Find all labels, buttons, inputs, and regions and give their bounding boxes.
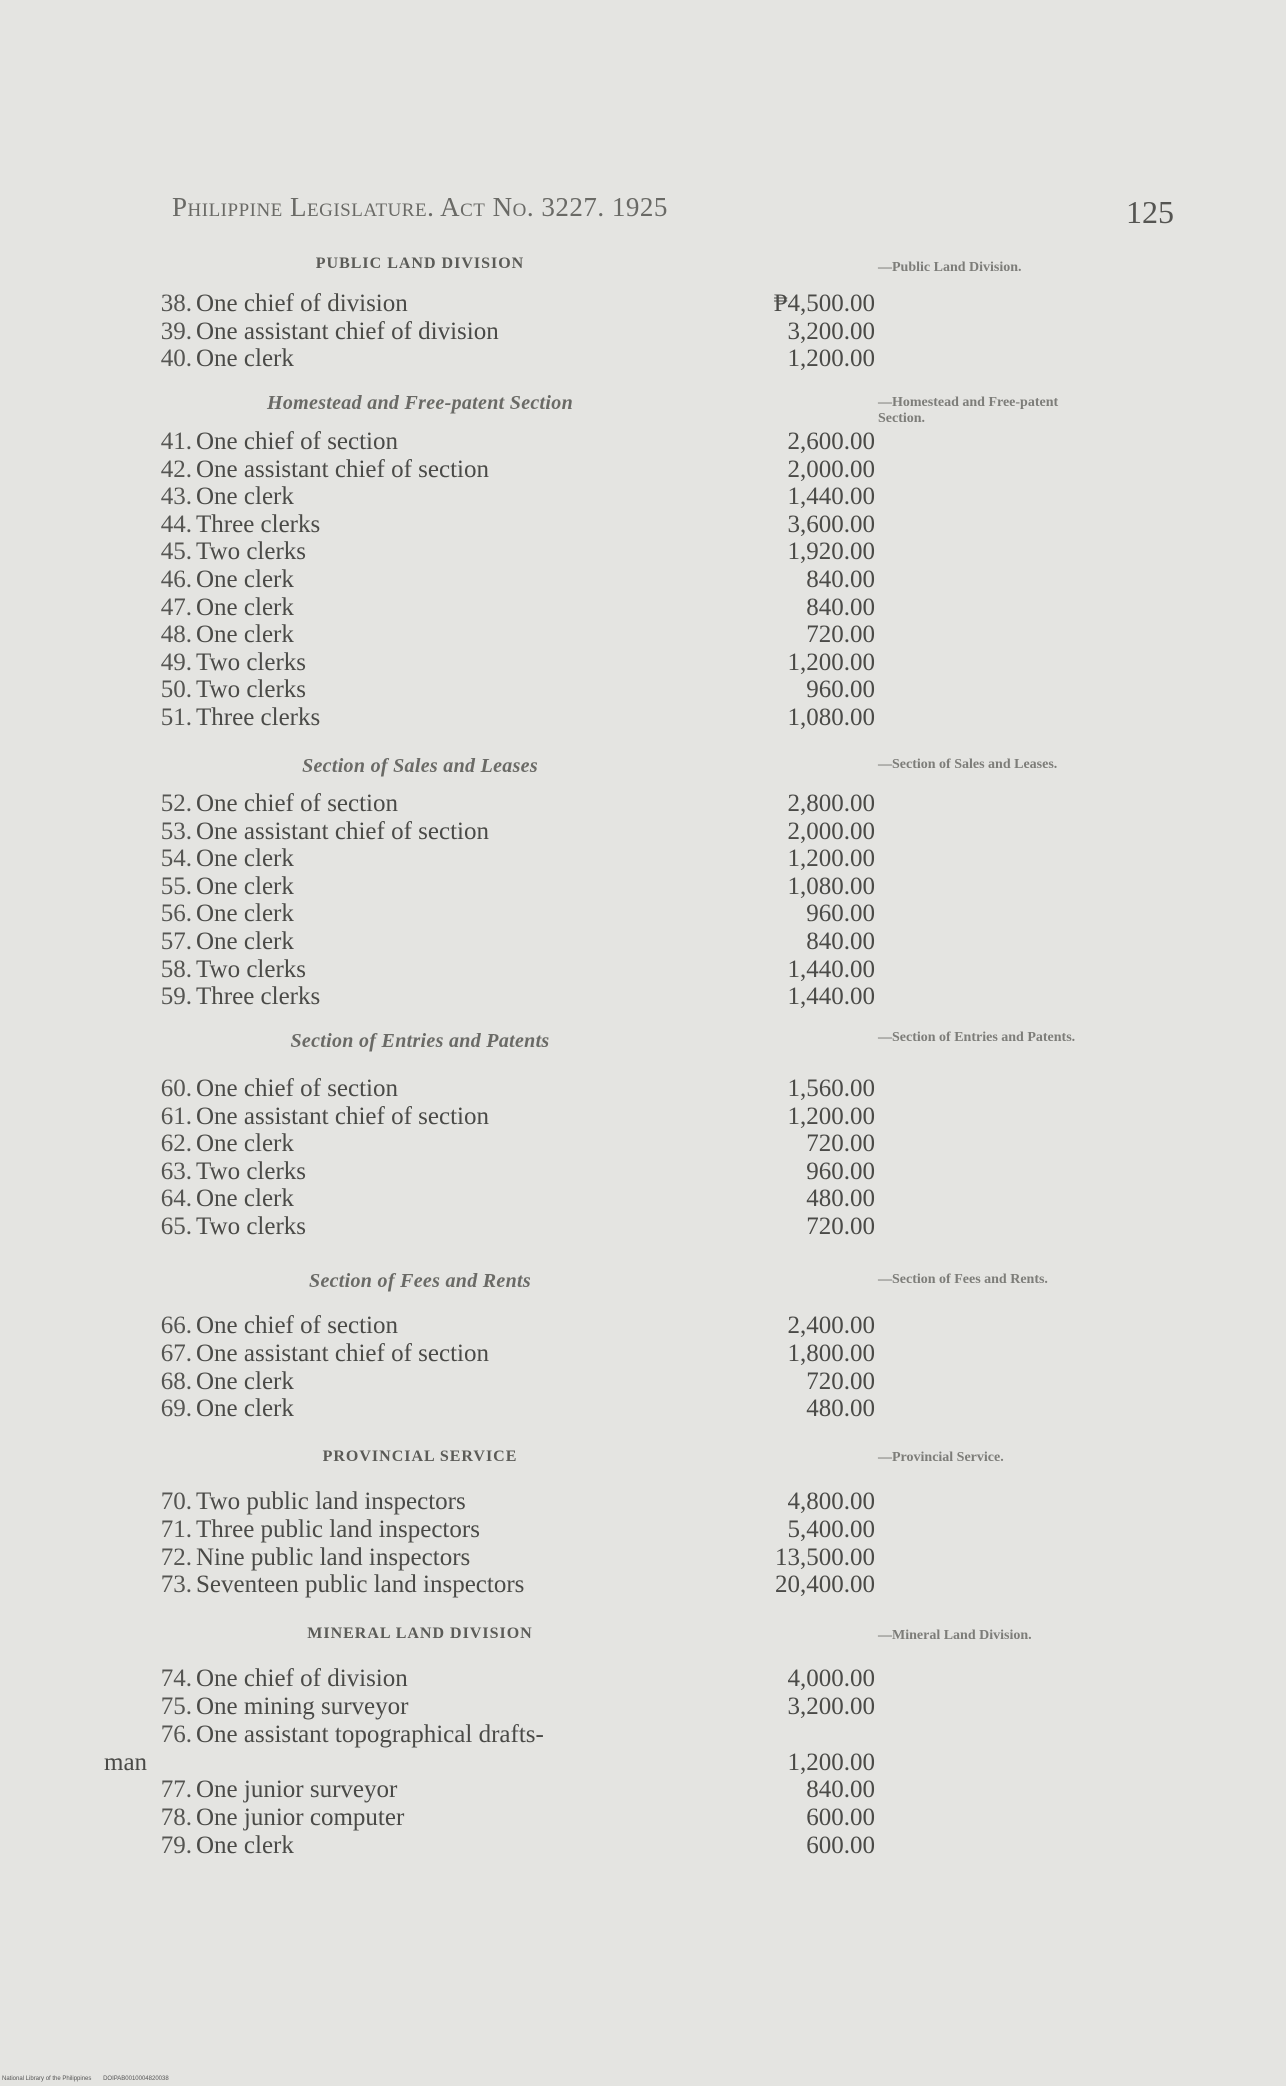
item-amount: 1,200.00 (787, 345, 875, 372)
item-description: Seventeen public land inspectors (196, 1571, 525, 1599)
item-amount: 3,200.00 (787, 317, 875, 345)
item-number: 73. (160, 1571, 192, 1599)
appropriation-row (140, 1832, 875, 1860)
item-number: 44. (160, 510, 192, 538)
side-note: —Section of Fees and Rents. (878, 1272, 1048, 1287)
item-description: Three clerks (196, 983, 321, 1011)
appropriation-row (140, 511, 875, 539)
item-number: 62. (160, 1130, 192, 1158)
side-note: —Section of Sales and Leases. (878, 757, 1058, 772)
appropriation-row (140, 1103, 875, 1131)
item-amount: 1,440.00 (787, 983, 875, 1011)
item-number: 66. (160, 1312, 192, 1339)
appropriation-row (140, 818, 875, 846)
item-description: One clerk (196, 872, 294, 900)
item-description: One assistant topographical drafts- (196, 1720, 544, 1748)
item-number: 45. (160, 538, 192, 566)
item-description: One clerk (196, 1185, 294, 1213)
item-amount: 960.00 (806, 900, 875, 928)
item-description: Two public land inspectors (196, 1488, 466, 1515)
item-amount: 1,200.00 (787, 1748, 875, 1776)
item-number: 39. (160, 317, 192, 345)
item-number: 77. (160, 1776, 192, 1804)
item-description: Two clerks (196, 538, 307, 566)
appropriation-row (140, 704, 875, 732)
appropriation-row (140, 1395, 875, 1423)
appropriation-row (140, 345, 875, 373)
appropriation-row (140, 1693, 875, 1721)
item-description: One assistant chief of section (196, 1102, 489, 1130)
item-amount: ₱4,500.00 (773, 290, 875, 317)
item-description: One chief of section (196, 1312, 399, 1339)
side-note: —Provincial Service. (878, 1450, 1004, 1465)
item-description: One junior computer (196, 1804, 405, 1831)
appropriation-row (140, 1312, 875, 1340)
appropriation-row (140, 1571, 875, 1599)
scan-footer (2, 2076, 179, 2082)
item-number: 65. (160, 1213, 192, 1240)
item-amount: 1,080.00 (787, 704, 875, 731)
section-heading: Section of Fees and Rents (309, 1270, 531, 1292)
item-number: 63. (160, 1157, 192, 1185)
appropriation-row (140, 621, 875, 649)
item-number: 75. (160, 1692, 192, 1720)
item-description: One clerk (196, 621, 294, 649)
appropriation-row (140, 1185, 875, 1213)
item-amount: 840.00 (806, 928, 875, 955)
appropriation-row (140, 1804, 875, 1832)
item-description-continued: man (104, 1748, 148, 1776)
item-description: Two clerks (196, 1157, 307, 1185)
appropriation-row (140, 1488, 875, 1516)
section-heading: MINERAL LAND DIVISION (307, 1625, 533, 1642)
item-description: One assistant chief of section (196, 1339, 489, 1367)
item-amount: 2,800.00 (787, 790, 875, 817)
side-note: —Homestead and Free-patent Section. (878, 395, 1059, 426)
appropriation-row (140, 1340, 875, 1368)
item-description: One clerk (196, 1395, 294, 1423)
item-description: One clerk (196, 483, 294, 511)
item-number: 70. (160, 1488, 192, 1515)
item-amount: 960.00 (806, 676, 875, 704)
appropriation-row (140, 1516, 875, 1544)
section-heading: Section of Entries and Patents (290, 1030, 550, 1052)
side-note: —Section of Entries and Patents. (878, 1030, 1076, 1045)
item-amount: 1,920.00 (787, 538, 875, 566)
item-description: One mining surveyor (196, 1692, 409, 1720)
item-number: 51. (160, 704, 192, 731)
appropriation-row (140, 1776, 875, 1804)
item-description: One assistant chief of section (196, 817, 489, 845)
item-description: One chief of section (196, 1075, 399, 1102)
item-number: 43. (160, 483, 192, 511)
item-amount: 1,800.00 (787, 1339, 875, 1367)
item-amount: 600.00 (806, 1804, 875, 1831)
item-description: One chief of division (196, 290, 408, 317)
footer-code: DOIPAB0010004820038 (103, 2076, 169, 2082)
appropriation-row (140, 928, 875, 956)
item-description: Nine public land inspectors (196, 1543, 471, 1571)
appropriation-row (140, 1368, 875, 1396)
item-description: Two clerks (196, 1213, 307, 1240)
item-amount: 480.00 (806, 1185, 875, 1213)
running-head: Philippine Legislature. Act No. 3227. 1925 (172, 192, 668, 222)
item-amount: 5,400.00 (787, 1515, 875, 1543)
item-amount: 1,200.00 (787, 1102, 875, 1130)
appropriation-row (140, 1130, 875, 1158)
item-number: 38. (160, 290, 192, 317)
appropriation-row (140, 790, 875, 818)
item-description: Three clerks (196, 510, 321, 538)
item-description: Two clerks (196, 676, 307, 704)
item-amount: 720.00 (806, 1367, 875, 1395)
item-amount: 840.00 (806, 1776, 875, 1804)
item-amount: 3,600.00 (787, 510, 875, 538)
item-description: One clerk (196, 1130, 294, 1158)
item-description: One chief of section (196, 790, 399, 817)
item-amount: 3,200.00 (787, 1692, 875, 1720)
item-description: Three clerks (196, 704, 321, 731)
item-description: One clerk (196, 845, 294, 873)
appropriation-row (140, 594, 875, 622)
item-number: 59. (160, 983, 192, 1011)
appropriation-row (104, 1720, 875, 1777)
item-amount: 600.00 (806, 1831, 875, 1859)
item-number: 50. (160, 676, 192, 704)
item-number: 72. (160, 1543, 192, 1571)
item-description: One assistant chief of division (196, 317, 499, 345)
appropriation-row (140, 1665, 875, 1693)
item-description: Two clerks (196, 648, 307, 676)
item-amount: 960.00 (806, 1157, 875, 1185)
item-amount: 840.00 (806, 593, 875, 621)
item-description: One clerk (196, 1367, 294, 1395)
item-number: 40. (160, 345, 192, 372)
item-amount: 1,440.00 (787, 955, 875, 983)
footer-library: National Library of the Philippines (2, 2076, 92, 2082)
appropriation-row (140, 538, 875, 566)
item-amount: 720.00 (806, 621, 875, 649)
item-number: 69. (160, 1395, 192, 1423)
appropriation-row (140, 845, 875, 873)
item-amount: 2,400.00 (787, 1312, 875, 1339)
appropriation-row (140, 1544, 875, 1572)
item-description: Two clerks (196, 955, 307, 983)
item-number: 56. (160, 900, 192, 928)
item-number: 55. (160, 872, 192, 900)
side-note: —Mineral Land Division. (878, 1628, 1032, 1643)
item-amount: 4,800.00 (787, 1488, 875, 1515)
item-number: 58. (160, 955, 192, 983)
side-note: —Public Land Division. (878, 260, 1022, 275)
item-description: Three public land inspectors (196, 1515, 480, 1543)
item-amount: 1,560.00 (787, 1075, 875, 1102)
item-number: 64. (160, 1185, 192, 1213)
item-number: 46. (160, 566, 192, 593)
item-number: 76. (160, 1720, 192, 1748)
item-number: 60. (160, 1075, 192, 1102)
item-number: 48. (160, 621, 192, 649)
appropriation-row (140, 428, 875, 456)
item-amount: 2,000.00 (787, 817, 875, 845)
item-number: 52. (160, 790, 192, 817)
item-description: One clerk (196, 900, 294, 928)
appropriation-row (140, 1075, 875, 1103)
appropriation-row (140, 456, 875, 484)
appropriation-row (140, 676, 875, 704)
item-description: One assistant chief of section (196, 455, 489, 483)
item-number: 42. (160, 455, 192, 483)
item-number: 54. (160, 845, 192, 873)
item-number: 78. (160, 1804, 192, 1831)
item-amount: 1,200.00 (787, 648, 875, 676)
appropriation-row (140, 983, 875, 1011)
item-amount: 1,200.00 (787, 845, 875, 873)
item-number: 41. (160, 428, 192, 455)
appropriation-row (140, 566, 875, 594)
section-heading: Section of Sales and Leases (302, 755, 538, 777)
item-amount: 2,600.00 (787, 428, 875, 455)
item-number: 79. (160, 1831, 192, 1859)
appropriation-row (140, 1213, 875, 1241)
section-heading: Homestead and Free-patent Section (267, 392, 573, 414)
item-amount: 480.00 (806, 1395, 875, 1423)
appropriation-row (140, 318, 875, 346)
item-description: One clerk (196, 345, 294, 372)
item-number: 49. (160, 648, 192, 676)
appropriation-row (140, 900, 875, 928)
item-description: One junior surveyor (196, 1776, 398, 1804)
item-number: 74. (160, 1665, 192, 1692)
item-description: One clerk (196, 1831, 294, 1859)
item-description: One clerk (196, 566, 294, 593)
appropriation-row (140, 649, 875, 677)
item-amount: 840.00 (806, 566, 875, 593)
appropriation-row (140, 1158, 875, 1186)
item-amount: 1,080.00 (787, 872, 875, 900)
item-amount: 4,000.00 (787, 1665, 875, 1692)
appropriation-row (140, 956, 875, 984)
appropriation-row (140, 290, 875, 318)
item-description: One chief of division (196, 1665, 408, 1692)
item-amount: 13,500.00 (775, 1543, 875, 1571)
section-heading: PROVINCIAL SERVICE (322, 1448, 518, 1465)
item-number: 47. (160, 593, 192, 621)
item-amount: 2,000.00 (787, 455, 875, 483)
section-heading: PUBLIC LAND DIVISION (315, 255, 525, 272)
item-amount: 20,400.00 (775, 1571, 875, 1599)
item-number: 68. (160, 1367, 192, 1395)
item-amount: 720.00 (806, 1213, 875, 1240)
item-number: 57. (160, 928, 192, 955)
appropriation-row (140, 483, 875, 511)
item-amount: 720.00 (806, 1130, 875, 1158)
page-number: 125 (1126, 194, 1174, 230)
item-description: One chief of section (196, 428, 399, 455)
item-description: One clerk (196, 593, 294, 621)
item-number: 53. (160, 817, 192, 845)
item-number: 67. (160, 1339, 192, 1367)
item-description: One clerk (196, 928, 294, 955)
item-number: 61. (160, 1102, 192, 1130)
appropriation-row (140, 873, 875, 901)
item-number: 71. (160, 1515, 192, 1543)
item-amount: 1,440.00 (787, 483, 875, 511)
